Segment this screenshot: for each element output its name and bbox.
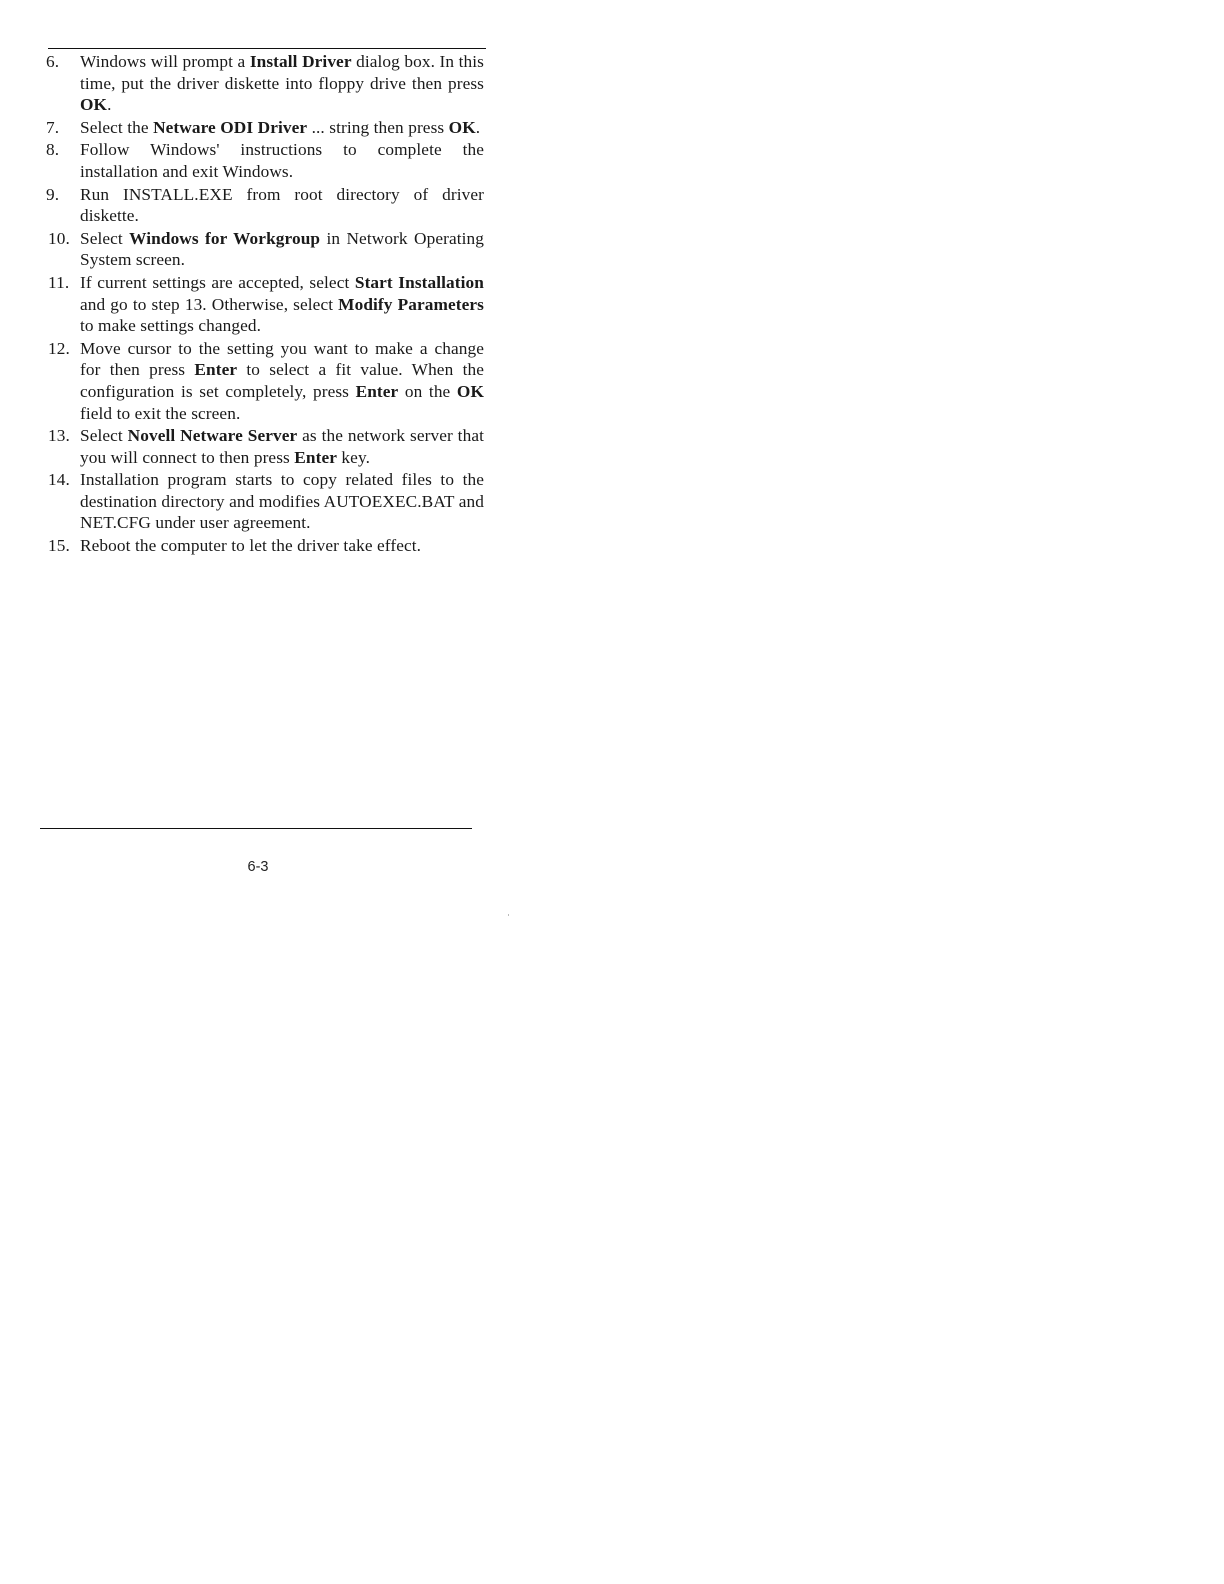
ui-term: Windows for Workgroup: [129, 228, 321, 248]
step-number: 14.: [48, 470, 70, 490]
step-12: [48, 338, 484, 424]
step-number: 12.: [48, 338, 70, 358]
step-number: 15.: [48, 536, 70, 556]
ui-term: Enter: [194, 360, 238, 380]
ui-term: Novell Netware Server: [127, 426, 298, 446]
step-number: 10.: [48, 228, 70, 248]
step-8: [48, 139, 484, 182]
step-text: If current settings are accepted, select Start Installation and go to step 13. Otherwise, select Modify Parameters to make settings changed.: [80, 272, 484, 336]
ui-term: Enter: [294, 447, 338, 467]
step-number: 9.: [46, 184, 60, 204]
step-text: Follow Windows' instructions to complete the installation and exit Windows.: [80, 140, 484, 181]
step-text: Select Novell Netware Server as the network server that you will connect to then press Enter key.: [80, 426, 484, 467]
step-9: [48, 184, 484, 227]
step-text: Select Windows for Workgroup in Network Operating System screen.: [80, 228, 484, 270]
step-text: Installation program starts to copy related files to the destination directory and modifies AUTOEXEC.BAT and NET.CFG under user agreement.: [80, 470, 484, 533]
step-7: [48, 117, 484, 139]
step-text: Move cursor to the setting you want to make a change for then press Enter to select a fit value. When the configuration is set completely, press Enter on the OK field to exit the screen.: [80, 338, 484, 423]
installation-steps-list: [48, 51, 484, 558]
step-13: [48, 425, 484, 468]
ui-term: Netware ODI Driver: [153, 117, 308, 137]
step-6: [48, 51, 484, 116]
step-number: 13.: [48, 426, 70, 446]
step-10: [48, 228, 484, 271]
step-15: [48, 535, 484, 557]
scan-speck: [508, 914, 509, 916]
ui-term: OK: [80, 95, 108, 115]
step-number: 8.: [46, 140, 60, 160]
step-text: Select the Netware ODI Driver ... string then press OK.: [80, 117, 481, 137]
ui-term: Install Driver: [249, 52, 352, 71]
step-text: Windows will prompt a Install Driver dialog box. In this time, put the driver diskette into floppy drive then press OK.: [80, 52, 484, 115]
ui-term: Modify Parameters: [338, 294, 484, 314]
step-number: 7.: [46, 117, 60, 137]
step-11: [48, 272, 484, 337]
ui-term: OK: [456, 381, 484, 401]
ui-term: OK: [448, 117, 476, 137]
page-number: 6-3: [247, 859, 269, 875]
step-14: [48, 469, 484, 534]
step-text: Run INSTALL.EXE from root directory of driver diskette.: [80, 184, 484, 226]
ui-term: Start Installation: [354, 272, 484, 292]
step-number: 6.: [46, 52, 60, 71]
step-text: Reboot the computer to let the driver take effect.: [80, 536, 422, 556]
top-rule: [48, 48, 486, 49]
ui-term: Enter: [355, 381, 399, 401]
bottom-rule: [40, 828, 472, 829]
step-number: 11.: [48, 272, 70, 292]
